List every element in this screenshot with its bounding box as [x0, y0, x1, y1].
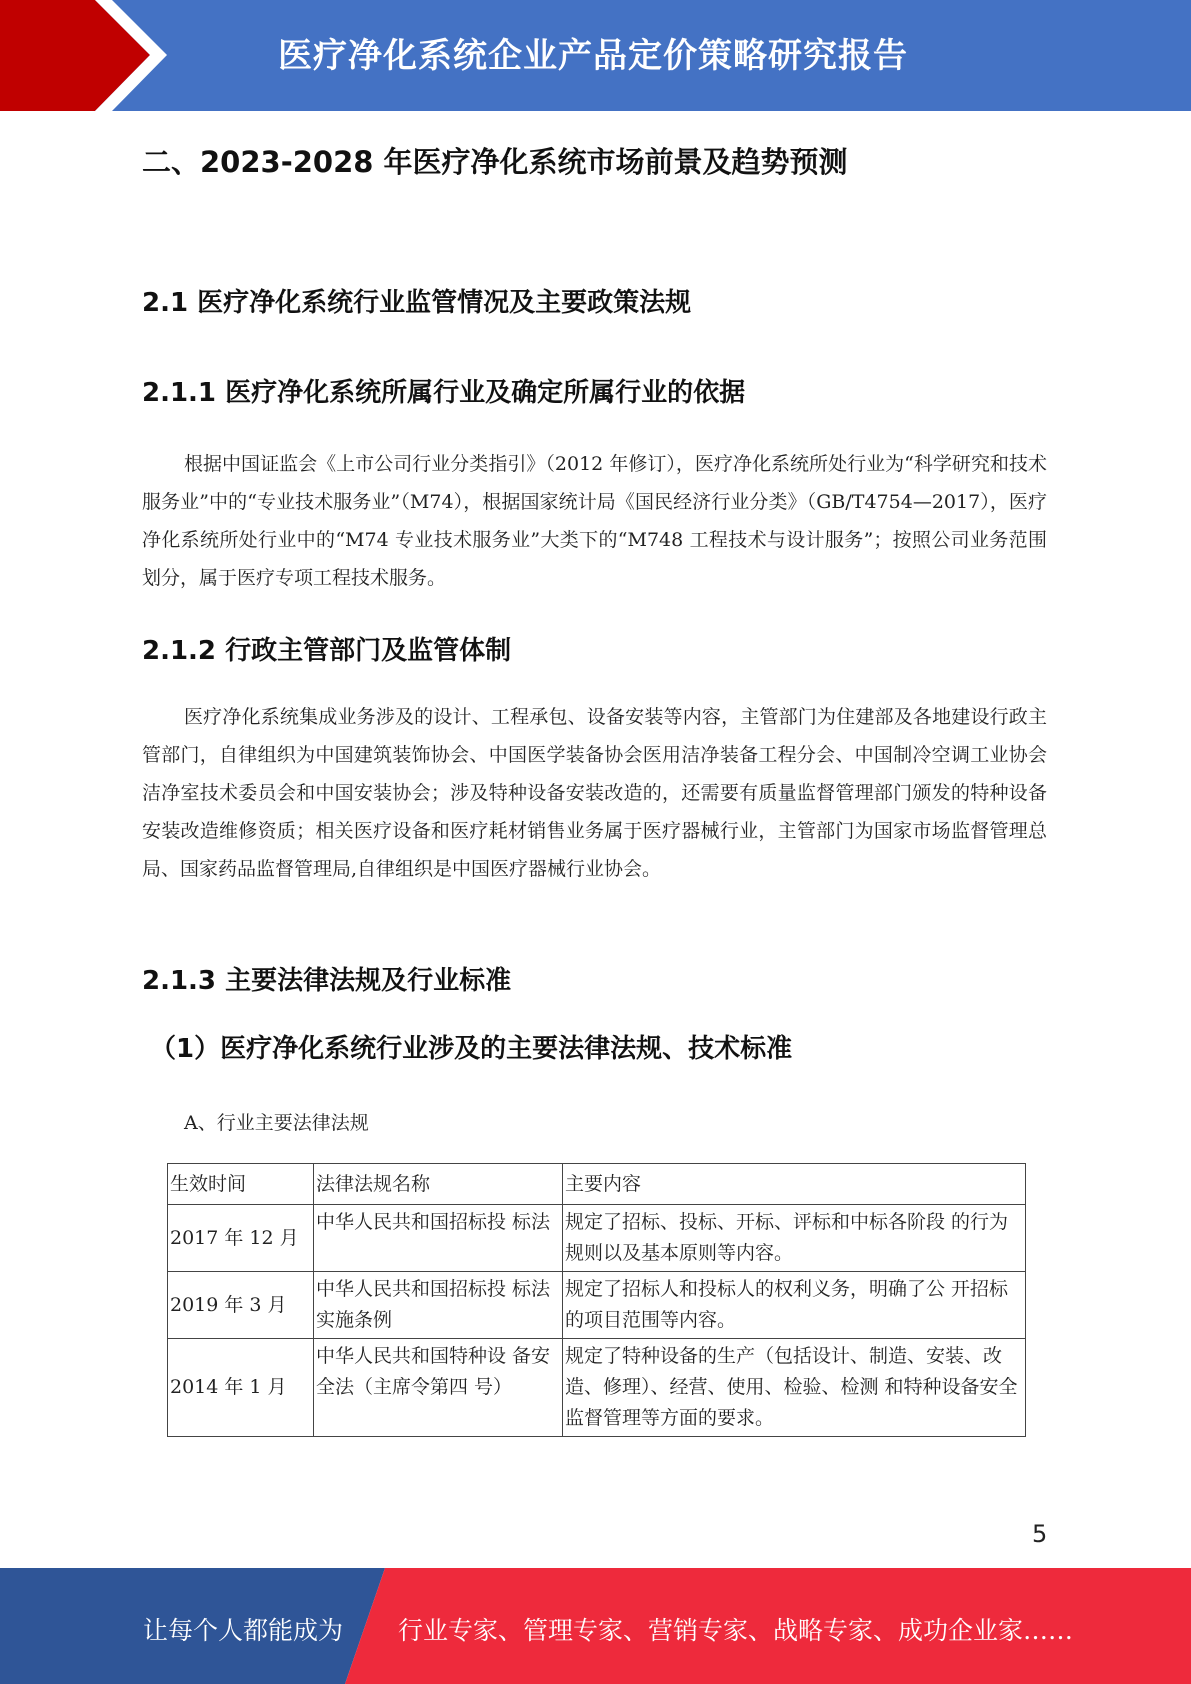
table-cell-law-name: 中华人民共和国招标投 标法 — [314, 1205, 563, 1272]
table-caption: A、行业主要法律法规 — [184, 1112, 369, 1134]
chapter-heading: 二、2023-2028 年医疗净化系统市场前景及趋势预测 — [142, 145, 848, 179]
table-header-cell: 主要内容 — [563, 1164, 1026, 1205]
section-heading-2-1-3: 2.1.3 主要法律法规及行业标准 — [142, 966, 512, 996]
table-cell-date: 2019 年 3 月 — [168, 1272, 314, 1339]
paragraph-industry-classification: 根据中国证监会《上市公司行业分类指引》（2012 年修订），医疗净化系统所处行业为“科学研究和技术服务业”中的“专业技术服务业”（M74），根据国家统计局《国民经济行业分类》（GB/T4754—2017），医疗净化系统所处行业中的“M74 专业技术服务业”大类下的“M748 工程技术与设计服务”；按照公司业务范围划分，属于医疗专项工程技术服务。 — [142, 453, 1047, 589]
table-row — [168, 1205, 1026, 1272]
table-cell-date: 2014 年 1 月 — [168, 1339, 314, 1437]
footer-slogan-right: 行业专家、管理专家、营销专家、战略专家、成功企业家…… — [398, 1616, 1074, 1645]
page-header — [0, 0, 1191, 111]
subsection-heading-1: （1）医疗净化系统行业涉及的主要法律法规、技术标准 — [150, 1034, 793, 1064]
footer-slogan-left: 让每个人都能成为 — [143, 1616, 344, 1645]
table-header-cell: 法律法规名称 — [314, 1164, 563, 1205]
table-cell-content: 规定了特种设备的生产（包括设计、制造、安装、改造、修理）、经营、使用、检验、检测 和特种设备安全监督管理等方面的要求。 — [563, 1339, 1026, 1437]
section-heading-2-1-1: 2.1.1 医疗净化系统所属行业及确定所属行业的依据 — [142, 378, 746, 408]
table-cell-date: 2017 年 12 月 — [168, 1205, 314, 1272]
section-heading-2-1: 2.1 医疗净化系统行业监管情况及主要政策法规 — [142, 288, 692, 318]
table-row — [168, 1272, 1026, 1339]
table-cell-law-name: 中华人民共和国特种设 备安全法（主席令第四 号） — [314, 1339, 563, 1437]
section-heading-2-1-2: 2.1.2 行政主管部门及监管体制 — [142, 636, 512, 666]
table-row — [168, 1339, 1026, 1437]
table-cell-content: 规定了招标、投标、开标、评标和中标各阶段 的行为规则以及基本原则等内容。 — [563, 1205, 1026, 1272]
table-cell-law-name: 中华人民共和国招标投 标法实施条例 — [314, 1272, 563, 1339]
table-cell-content: 规定了招标人和投标人的权利义务，明确了公 开招标的项目范围等内容。 — [563, 1272, 1026, 1339]
page-footer — [0, 1568, 1191, 1684]
page-number: 5 — [1032, 1520, 1048, 1548]
table-header-cell: 生效时间 — [168, 1164, 314, 1205]
table-header-row — [168, 1164, 1026, 1205]
report-title: 医疗净化系统企业产品定价策略研究报告 — [278, 36, 908, 76]
laws-table — [167, 1163, 1026, 1437]
paragraph-regulatory-authorities: 医疗净化系统集成业务涉及的设计、工程承包、设备安装等内容，主管部门为住建部及各地建设行政主管部门，自律组织为中国建筑装饰协会、中国医学装备协会医用洁净装备工程分会、中国制冷空调工业协会洁净室技术委员会和中国安装协会；涉及特种设备安装改造的，还需要有质量监督管理部门颁发的特种设备安装改造维修资质；相关医疗设备和医疗耗材销售业务属于医疗器械行业，主管部门为国家市场监督管理总局、国家药品监督管理局,自律组织是中国医疗器械行业协会。 — [142, 706, 1047, 880]
